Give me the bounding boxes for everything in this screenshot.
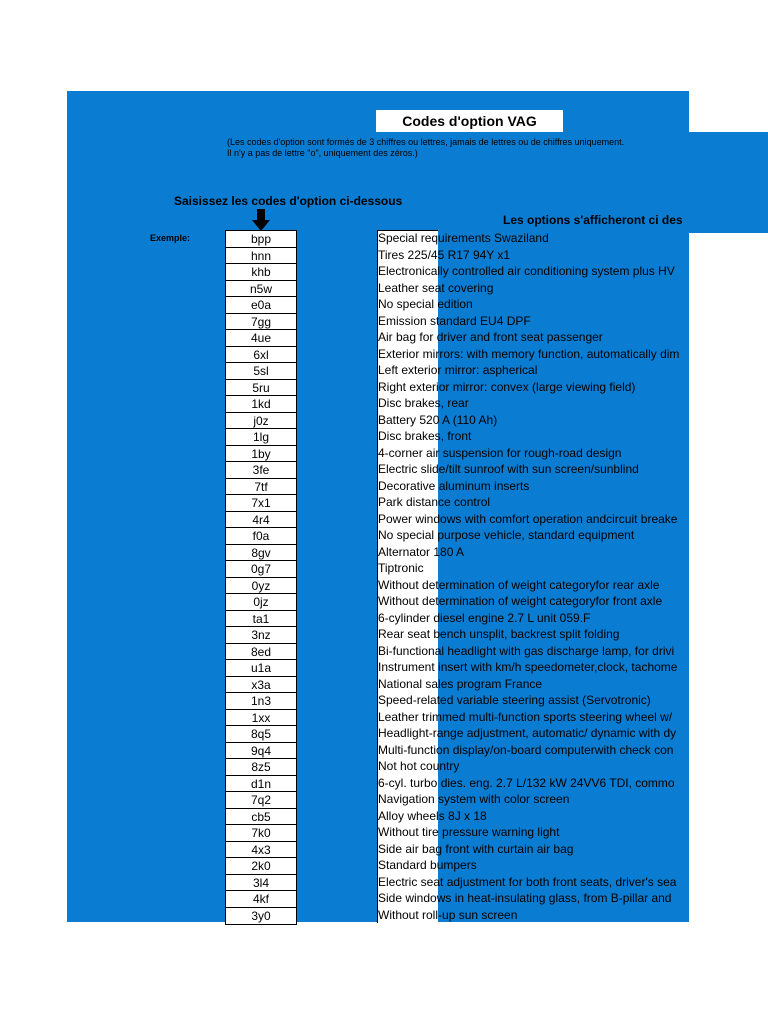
option-description-row: [377, 511, 689, 528]
option-description-row: [377, 346, 689, 363]
option-description-text: Disc brakes, front: [378, 429, 472, 443]
option-description-text: 6-cyl. turbo dies. eng. 2.7 L/132 kW 24VV6 TDI, commo: [378, 775, 675, 790]
option-code-cell[interactable]: 1n3: [226, 693, 296, 710]
option-code-cell[interactable]: 4ue: [226, 330, 296, 347]
option-description-text: Instrument insert with km/h speedometer,clock, tachome: [378, 660, 678, 674]
option-description-text: Battery 520 A (110 Ah): [378, 412, 498, 427]
option-description-text: Park distance control: [378, 495, 491, 509]
option-description-text: Side air bag front with curtain air bag: [378, 841, 574, 856]
option-description-text: Not hot country: [378, 759, 460, 773]
option-description-text: Air bag for driver and front seat passenger: [378, 330, 603, 344]
option-code-cell[interactable]: 9q4: [226, 743, 296, 760]
results-heading: Les options s'afficheront ci des: [503, 213, 683, 227]
option-code-cell[interactable]: ta1: [226, 611, 296, 628]
option-description-row: [377, 890, 689, 907]
option-description-text: Bi-functional headlight with gas discharge lamp, for drivi: [378, 643, 675, 658]
option-description-row: [377, 676, 689, 693]
option-description-text: No special edition: [378, 297, 473, 311]
option-description-text: Rear seat bench unsplit, backrest split folding: [378, 627, 620, 641]
option-description-row: [377, 841, 689, 858]
option-description-text: Disc brakes, rear: [378, 396, 469, 410]
option-description-row: [377, 659, 689, 676]
option-code-cell[interactable]: 0yz: [226, 578, 296, 595]
option-code-cell[interactable]: 5ru: [226, 380, 296, 397]
option-description-text: National sales program France: [378, 676, 543, 691]
option-description-text: Without determination of weight categoryfor rear axle: [378, 577, 660, 592]
option-description-text: Alternator 180 A: [378, 544, 465, 559]
option-description-row: [377, 428, 689, 445]
option-description-row: [377, 643, 689, 660]
option-code-cell[interactable]: 8z5: [226, 759, 296, 776]
option-description-text: Decorative aluminum inserts: [378, 478, 530, 493]
option-description-row: [377, 461, 689, 478]
option-code-cell[interactable]: 3fe: [226, 462, 296, 479]
option-code-cell[interactable]: hnn: [226, 248, 296, 265]
option-code-cell[interactable]: 7k0: [226, 825, 296, 842]
option-code-cell[interactable]: 0jz: [226, 594, 296, 611]
option-description-row: [377, 395, 689, 412]
option-description-row: [377, 577, 689, 594]
option-description-text: Navigation system with color screen: [378, 792, 570, 806]
option-description-text: Without tire pressure warning light: [378, 825, 560, 839]
option-code-cell[interactable]: 4x3: [226, 842, 296, 859]
option-description-text: Electronically controlled air conditioning system plus HV: [378, 264, 675, 278]
option-description-row: [377, 758, 689, 775]
option-description-row: [377, 610, 689, 627]
option-description-text: Tires 225/45 R17 94Y x1: [378, 247, 511, 262]
option-description-row: [377, 494, 689, 511]
option-code-cell[interactable]: 8ed: [226, 644, 296, 661]
option-code-cell[interactable]: 7x1: [226, 495, 296, 512]
example-label: Exemple:: [150, 233, 191, 243]
option-description-row: [377, 230, 689, 247]
option-description-row: [377, 379, 689, 396]
option-code-cell[interactable]: 3nz: [226, 627, 296, 644]
option-description-row: [377, 857, 689, 874]
option-description-text: 4-corner air suspension for rough-road design: [378, 445, 622, 460]
option-description-row: [377, 791, 689, 808]
note-line-1: (Les codes d'option sont formés de 3 chiffres ou lettres, jamais de lettres ou de chiffres uniquement.: [227, 137, 625, 147]
option-description-row: [377, 247, 689, 264]
option-code-cell[interactable]: 3l4: [226, 875, 296, 892]
option-code-cell[interactable]: 8gv: [226, 545, 296, 562]
option-description-text: Leather trimmed multi-function sports steering wheel w/: [378, 709, 673, 724]
option-description-row: [377, 296, 689, 313]
option-description-row: [377, 478, 689, 495]
option-description-row: [377, 824, 689, 841]
option-code-cell[interactable]: j0z: [226, 413, 296, 430]
option-code-column: [225, 230, 297, 925]
option-code-cell[interactable]: d1n: [226, 776, 296, 793]
option-description-text: Multi-function display/on-board computerwith check con: [378, 742, 674, 757]
option-description-row: [377, 329, 689, 346]
note-line-2: Il n'y a pas de lettre "o", uniquement des zéros.): [227, 148, 418, 158]
option-description-text: Exterior mirrors: with memory function, automatically dim: [378, 346, 680, 361]
option-code-cell[interactable]: 5sl: [226, 363, 296, 380]
option-description-row: [377, 527, 689, 544]
option-code-cell[interactable]: 1kd: [226, 396, 296, 413]
option-description-column: [377, 230, 689, 923]
option-description-text: Emission standard EU4 DPF: [378, 313, 531, 328]
page-title: Codes d'option VAG: [376, 110, 563, 132]
option-description-text: Electric seat adjustment for both front seats, driver's sea: [378, 874, 677, 889]
option-code-cell[interactable]: u1a: [226, 660, 296, 677]
option-code-cell[interactable]: 7tf: [226, 479, 296, 496]
option-code-cell[interactable]: 0g7: [226, 561, 296, 578]
option-description-text: Speed-related variable steering assist (Servotronic): [378, 693, 651, 707]
option-description-text: Tiptronic: [378, 561, 424, 575]
option-code-cell[interactable]: 2k0: [226, 858, 296, 875]
option-code-cell[interactable]: 7gg: [226, 314, 296, 331]
option-code-cell[interactable]: bpp: [226, 231, 296, 248]
option-code-cell[interactable]: 6xl: [226, 347, 296, 364]
option-description-text: Leather seat covering: [378, 280, 494, 295]
option-code-cell[interactable]: 4r4: [226, 512, 296, 529]
option-code-cell[interactable]: e0a: [226, 297, 296, 314]
option-description-row: [377, 725, 689, 742]
option-description-text: Without roll-up sun screen: [378, 907, 518, 922]
option-description-text: Right exterior mirror: convex (large viewing field): [378, 379, 636, 394]
option-description-text: Side windows in heat-insulating glass, from B-pillar and: [378, 891, 672, 905]
instruction-note: [227, 137, 697, 159]
option-description-text: Alloy wheels 8J x 18: [378, 808, 487, 823]
option-description-row: [377, 626, 689, 643]
option-description-row: [377, 362, 689, 379]
option-description-row: [377, 907, 689, 924]
option-description-row: [377, 445, 689, 462]
option-description-text: Power windows with comfort operation andcircuit breake: [378, 511, 678, 526]
option-code-cell[interactable]: 1xx: [226, 710, 296, 727]
option-description-text: Standard bumpers: [378, 858, 477, 872]
option-description-row: [377, 709, 689, 726]
option-description-row: [377, 313, 689, 330]
option-description-row: [377, 280, 689, 297]
option-description-row: [377, 742, 689, 759]
down-arrow-icon: [252, 209, 270, 231]
option-description-row: [377, 593, 689, 610]
option-code-cell[interactable]: cb5: [226, 809, 296, 826]
option-description-row: [377, 544, 689, 561]
option-description-text: Without determination of weight categoryfor front axle: [378, 594, 663, 608]
option-code-cell[interactable]: 7q2: [226, 792, 296, 809]
option-description-text: Left exterior mirror: aspherical: [378, 363, 538, 377]
option-description-text: No special purpose vehicle, standard equipment: [378, 528, 635, 542]
option-code-cell[interactable]: 4kf: [226, 891, 296, 908]
input-instruction: Saisissez les codes d'option ci-dessous: [174, 194, 403, 208]
option-description-text: 6-cylinder diesel engine 2.7 L unit 059.F: [378, 610, 591, 625]
spreadsheet-background-extension: [689, 132, 768, 233]
option-description-text: Special requirements Swaziland: [378, 231, 549, 245]
option-description-row: [377, 775, 689, 792]
option-description-row: [377, 263, 689, 280]
option-code-cell[interactable]: f0a: [226, 528, 296, 545]
option-code-cell[interactable]: 1lg: [226, 429, 296, 446]
option-code-cell[interactable]: n5w: [226, 281, 296, 298]
option-description-row: [377, 874, 689, 891]
option-description-row: [377, 808, 689, 825]
option-code-cell[interactable]: 1by: [226, 446, 296, 463]
option-description-row: [377, 412, 689, 429]
option-code-cell[interactable]: 8q5: [226, 726, 296, 743]
option-description-text: Headlight-range adjustment, automatic/ dynamic with dy: [378, 726, 677, 740]
option-description-text: Electric slide/tilt sunroof with sun screen/sunblind: [378, 462, 639, 476]
option-description-row: [377, 560, 689, 577]
option-code-cell[interactable]: khb: [226, 264, 296, 281]
option-code-cell[interactable]: x3a: [226, 677, 296, 694]
option-description-row: [377, 692, 689, 709]
option-code-cell[interactable]: 3y0: [251, 908, 271, 923]
